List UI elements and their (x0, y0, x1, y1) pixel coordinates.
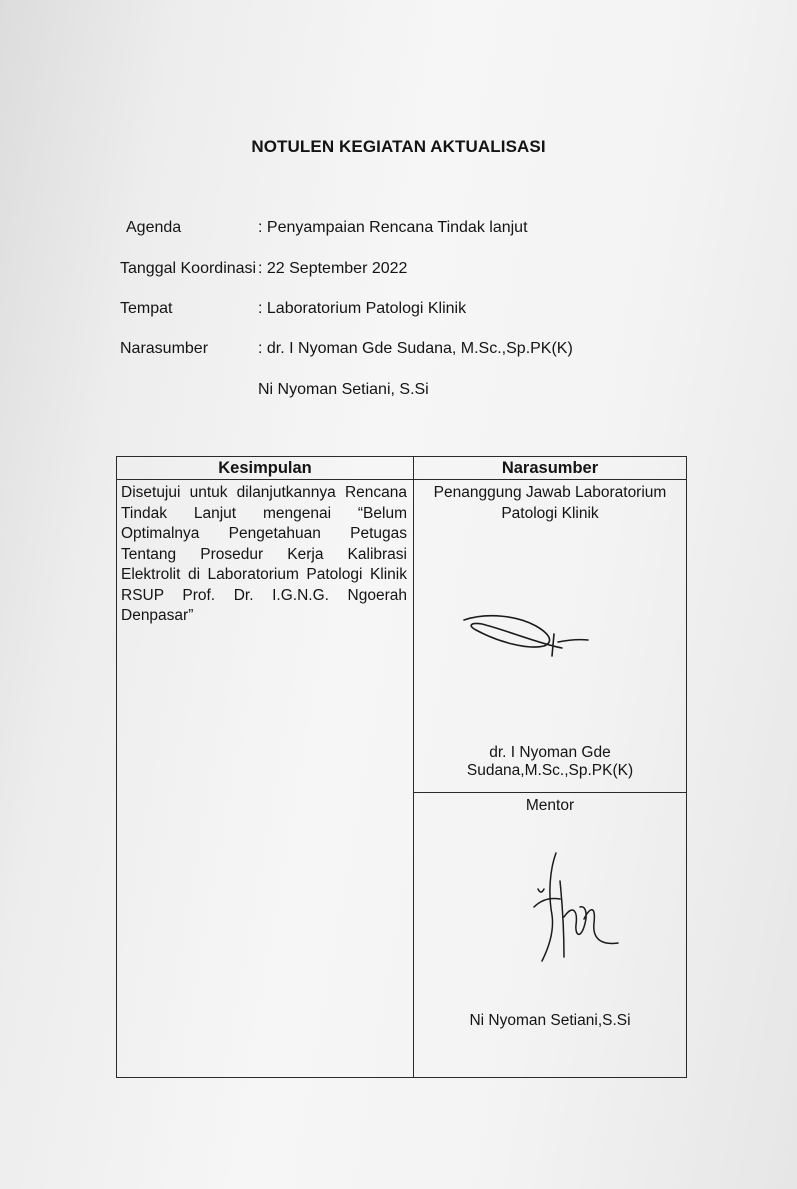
header-speaker: Narasumber (414, 457, 687, 480)
signer-role: Penanggung Jawab Laboratorium Patologi Klinik (433, 484, 667, 522)
signature-image (520, 849, 630, 974)
info-label: Agenda (126, 219, 182, 236)
signer-cell-head (414, 480, 687, 793)
document-title: NOTULEN KEGIATAN AKTUALISASI (251, 137, 546, 156)
info-value: : Penyampaian Rencana Tindak lanjut (258, 219, 528, 236)
info-value: : dr. I Nyoman Gde Sudana, M.Sc.,Sp.PK(K) (258, 340, 573, 357)
info-value: Ni Nyoman Setiani, S.Si (258, 381, 429, 398)
info-value: : 22 September 2022 (258, 260, 408, 277)
signature-image (458, 606, 598, 666)
info-value: : Laboratorium Patologi Klinik (258, 300, 467, 317)
header-conclusion: Kesimpulan (117, 457, 414, 480)
signer-name: dr. I Nyoman Gde Sudana,M.Sc.,Sp.PK(K) (466, 744, 634, 779)
signer-cell-mentor (414, 793, 687, 1078)
minutes-table (116, 456, 687, 1078)
info-label: Tempat (120, 300, 173, 317)
signer-role: Mentor (525, 797, 575, 814)
conclusion-text: Disetujui untuk dilanjutkannya Rencana Tindak Lanjut mengenai “Belum Optimalnya Pengetahuan Petugas Tentang Prosedur Kerja Kalibrasi Elektrolit di Laboratorium Patologi Klinik RSUP Prof. Dr. I.G.N.G. Ngoerah Denpasar” (117, 480, 414, 1078)
info-label: Tanggal Koordinasi (120, 260, 257, 277)
info-label: Narasumber (120, 340, 209, 357)
signer-name: Ni Nyoman Setiani,S.Si (469, 1012, 631, 1029)
